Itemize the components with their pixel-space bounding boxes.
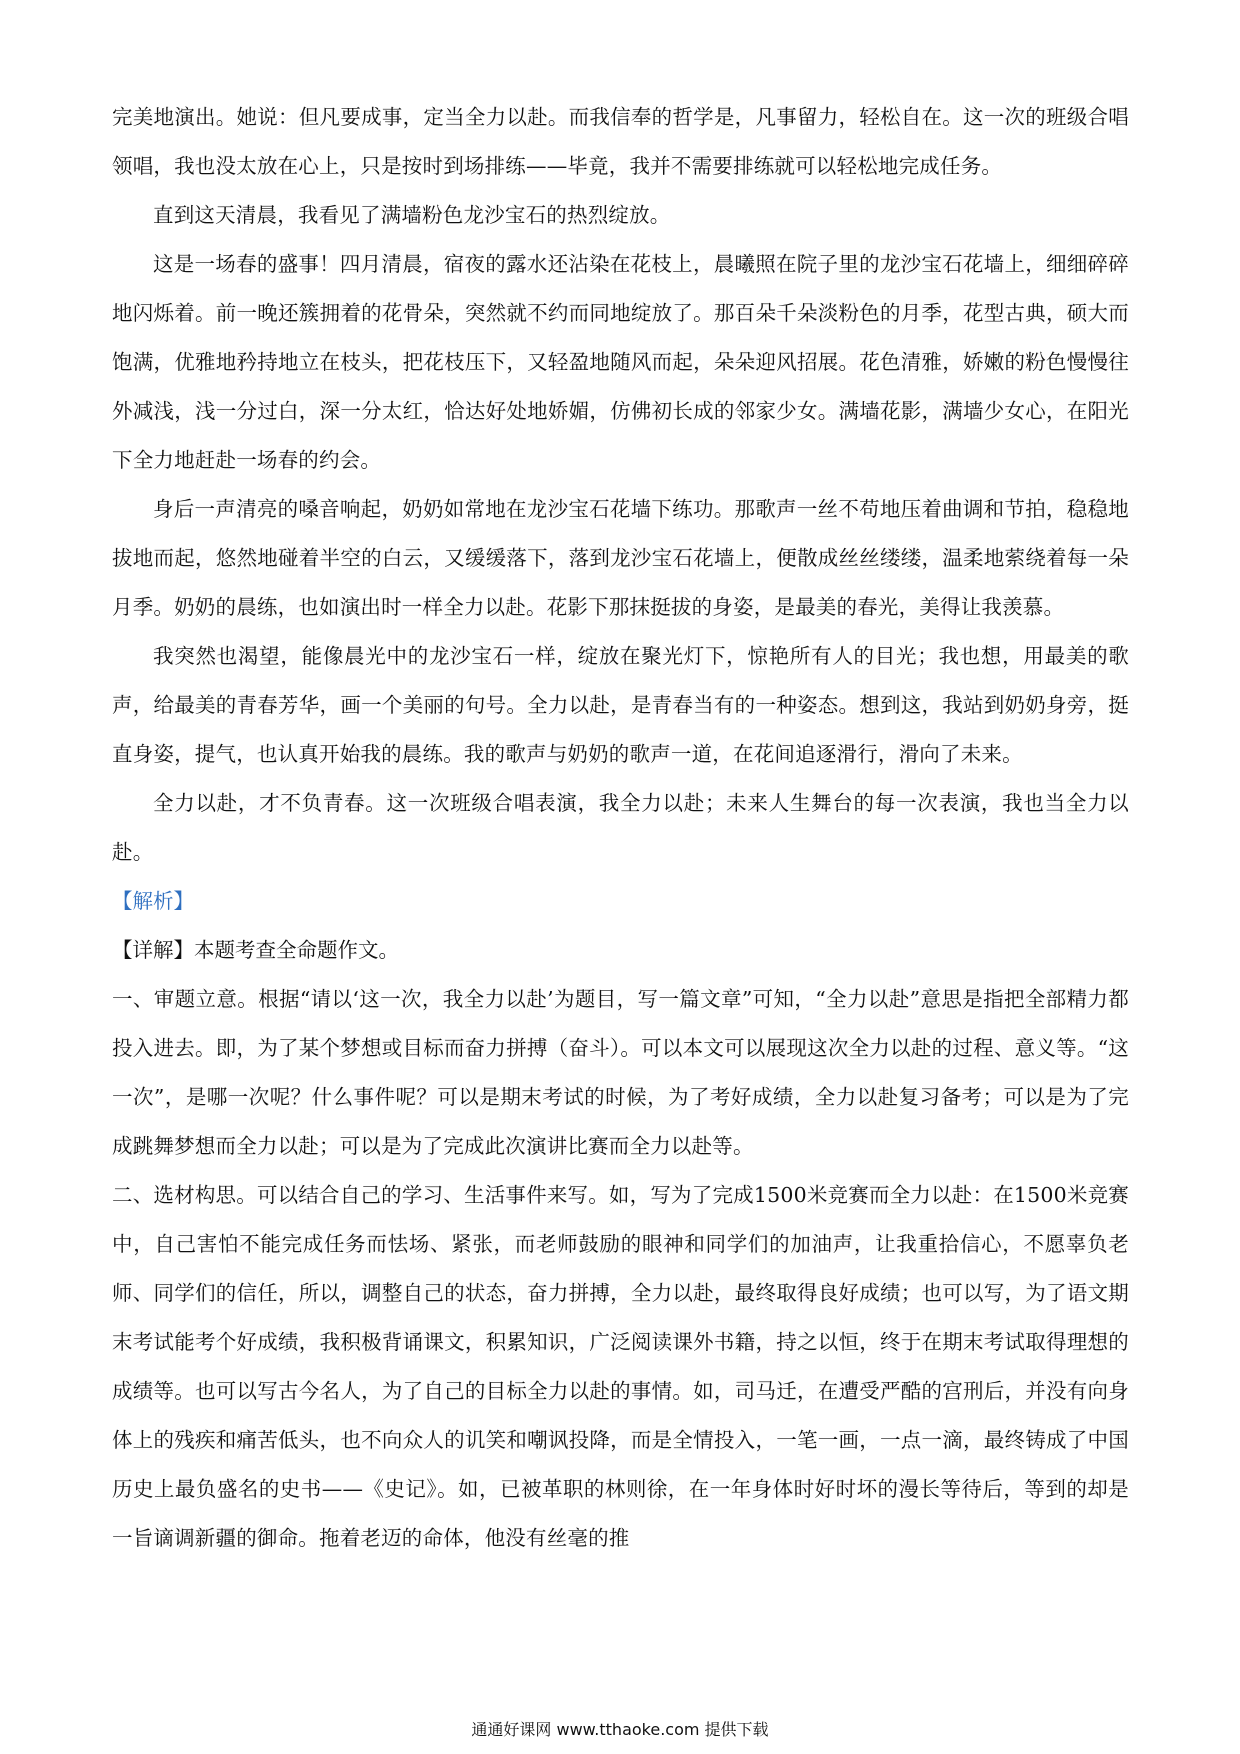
analysis-tag: 【解析】 [112, 889, 194, 913]
document-body [112, 93, 1129, 1563]
analysis-point-1: 一、审题立意。根据“请以‘这一次，我全力以赴’为题目，写一篇文章”可知，“全力以赴”意思是指把全部精力都投入进去。即，为了某个梦想或目标而奋力拼搏（奋斗）。可以本文可以展现这次全力以赴的过程、意义等。“这一次”，是哪一次呢？什么事件呢？可以是期末考试的时候，为了考好成绩，全力以赴复习备考；可以是为了完成跳舞梦想而全力以赴；可以是为了完成此次演讲比赛而全力以赴等。 [112, 987, 1129, 1158]
essay-paragraph-5: 我突然也渴望，能像晨光中的龙沙宝石一样，绽放在聚光灯下，惊艳所有人的目光；我也想，用最美的歌声，给最美的青春芳华，画一个美丽的句号。全力以赴，是青春当有的一种姿态。想到这，我站到奶奶身旁，挺直身姿，提气，也认真开始我的晨练。我的歌声与奶奶的歌声一道，在花间追逐滑行，滑向了未来。 [112, 644, 1129, 766]
essay-paragraph-6: 全力以赴，才不负青春。这一次班级合唱表演，我全力以赴；未来人生舞台的每一次表演，我也当全力以赴。 [112, 791, 1129, 864]
detail-heading: 【详解】本题考查全命题作文。 [112, 938, 399, 962]
essay-paragraph-2: 直到这天清晨，我看见了满墙粉色龙沙宝石的热烈绽放。 [153, 203, 671, 227]
analysis-point-2: 二、选材构思。可以结合自己的学习、生活事件来写。如，写为了完成1500米竞赛而全力以赴：在1500米竞赛中，自己害怕不能完成任务而怯场、紧张，而老师鼓励的眼神和同学们的加油声，让我重拾信心，不愿辜负老师、同学们的信任，所以，调整自己的状态，奋力拼搏，全力以赴，最终取得良好成绩；也可以写，为了语文期末考试能考个好成绩，我积极背诵课文，积累知识，广泛阅读课外书籍，持之以恒，终于在期末考试取得理想的成绩等。也可以写古今名人，为了自己的目标全力以赴的事情。如，司马迁，在遭受严酷的宫刑后，并没有向身体上的残疾和痛苦低头，也不向众人的讥笑和嘲讽投降，而是全情投入，一笔一画，一点一滴，最终铸成了中国历史上最负盛名的史书——《史记》。如，已被革职的林则徐，在一年身体时好时坏的漫长等待后，等到的却是一旨谪调新疆的御命。拖着老迈的命体，他没有丝毫的推 [112, 1183, 1129, 1550]
page-footer: 通通好课网 www.tthaoke.com 提供下载 [471, 1720, 769, 1739]
essay-paragraph-4: 身后一声清亮的嗓音响起，奶奶如常地在龙沙宝石花墙下练功。那歌声一丝不苟地压着曲调和节拍，稳稳地拔地而起，悠然地碰着半空的白云，又缓缓落下，落到龙沙宝石花墙上，便散成丝丝缕缕，温柔地萦绕着每一朵月季。奶奶的晨练，也如演出时一样全力以赴。花影下那抹挺拔的身姿，是最美的春光，美得让我羡慕。 [112, 497, 1129, 619]
essay-paragraph-1: 完美地演出。她说：但凡要成事，定当全力以赴。而我信奉的哲学是，凡事留力，轻松自在。这一次的班级合唱领唱，我也没太放在心上，只是按时到场排练——毕竟，我并不需要排练就可以轻松地完成任务。 [112, 105, 1129, 178]
essay-paragraph-3: 这是一场春的盛事！四月清晨，宿夜的露水还沾染在花枝上，晨曦照在院子里的龙沙宝石花墙上，细细碎碎地闪烁着。前一晚还簇拥着的花骨朵，突然就不约而同地绽放了。那百朵千朵淡粉色的月季，花型古典，硕大而饱满，优雅地矜持地立在枝头，把花枝压下，又轻盈地随风而起，朵朵迎风招展。花色清雅，娇嫩的粉色慢慢往外减浅，浅一分过白，深一分太红，恰达好处地娇媚，仿佛初长成的邻家少女。满墙花影，满墙少女心，在阳光下全力地赶赴一场春的约会。 [112, 252, 1129, 472]
